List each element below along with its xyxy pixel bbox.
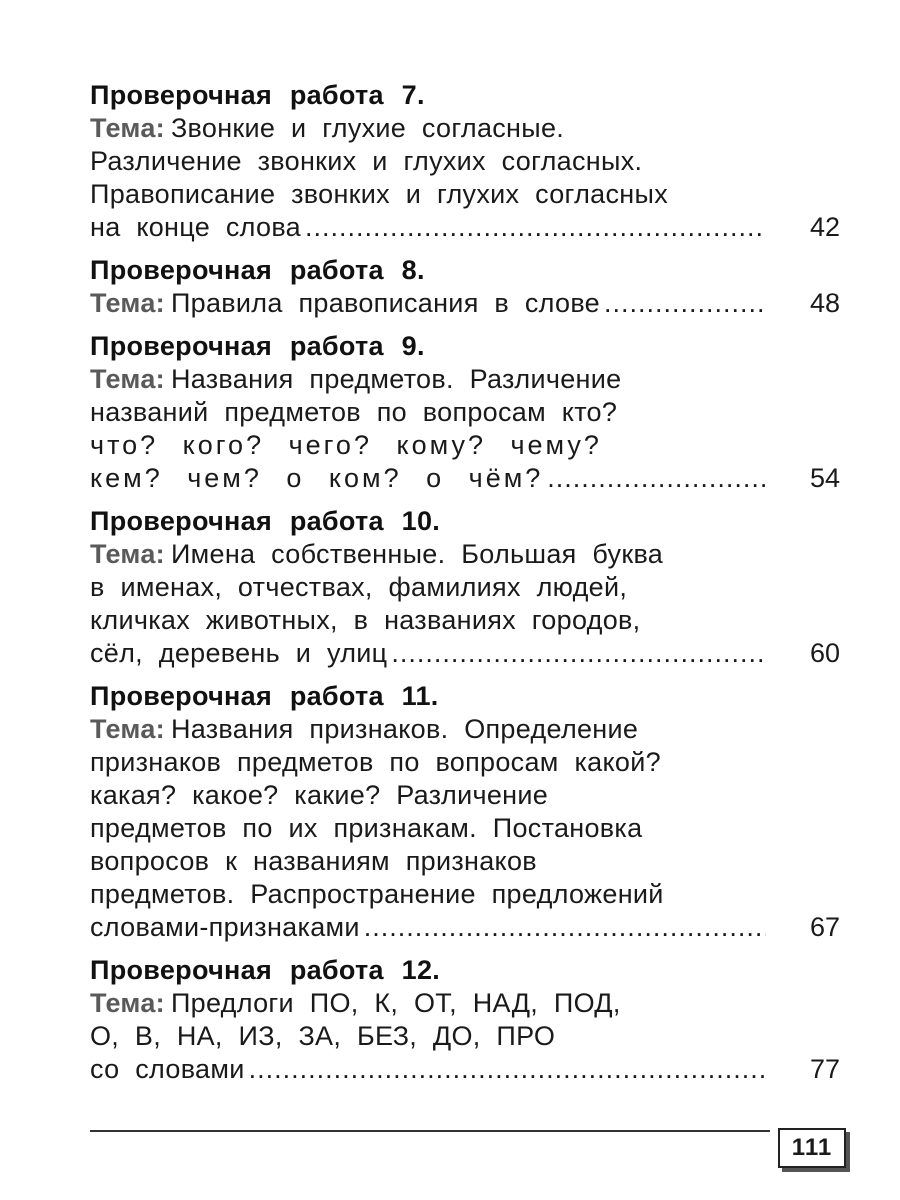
topic-label: Тема: [90,539,165,569]
toc-entry [90,78,850,244]
entry-last-line [90,287,840,320]
page-ref: 67 [809,912,840,942]
entry-line: О, В, НА, ИЗ, ЗА, БЕЗ, ДО, ПРО [90,1021,556,1051]
topic-label: Тема: [90,714,165,744]
entry-text: Имена собственные. Большая буква [170,539,664,569]
entry-line [90,987,850,1020]
entry-line: Различение звонких и глухих согласных. [90,146,643,176]
page-ref: 77 [809,1054,840,1084]
page-ref: 48 [809,288,840,318]
entry-line: в именах, отчествах, фамилиях людей, [90,572,628,602]
entry-text: Названия признаков. Определение [170,714,639,744]
entry-text [90,287,600,320]
entry-last-line [90,1053,840,1086]
entry-line [90,538,850,571]
entry-line [90,363,850,396]
entry-line: какая? какое? какие? Различение [90,780,549,810]
table-of-contents [90,78,850,1095]
entry-text-content: Правила правописания в слове [170,288,600,318]
entry-last-line [90,462,840,495]
topic-label: Тема: [90,288,165,318]
toc-entry [90,253,850,320]
entry-line: кличках животных, в названиях городов, [90,605,641,635]
dot-leader [249,1053,766,1086]
entry-line: названий предметов по вопросам кто? [90,397,618,427]
entry-heading: Проверочная работа 9. [90,331,425,361]
entry-last-line [90,637,840,670]
entry-text: сёл, деревень и улиц [90,638,388,668]
page-ref: 42 [809,212,840,242]
entry-text: словами-признаками [90,912,360,942]
entry-text: на конце слова [90,212,301,242]
entry-text: со словами [90,1054,245,1084]
toc-entry [90,679,850,944]
entry-text: Предлоги ПО, К, ОТ, НАД, ПОД, [170,988,621,1018]
entry-line: Правописание звонких и глухих согласных [90,179,669,209]
topic-label: Тема: [90,364,165,394]
page-ref: 54 [809,463,840,493]
dot-leader [391,637,766,670]
entry-heading: Проверочная работа 11. [90,681,439,711]
entry-heading: Проверочная работа 7. [90,80,425,110]
dot-leader [547,462,766,495]
toc-entry [90,329,850,495]
entry-text: Названия предметов. Различение [170,364,622,394]
entry-line: предметов. Распространение предложений [90,879,664,909]
dot-leader [364,911,766,944]
entry-line [90,112,850,145]
topic-label: Тема: [90,113,165,143]
entry-text: Звонкие и глухие согласные. [170,113,565,143]
entry-line: вопросов к названиям признаков [90,846,537,876]
footer-divider [90,1130,770,1132]
entry-heading: Проверочная работа 8. [90,255,425,285]
entry-line: предметов по их признакам. Постановка [90,813,643,843]
entry-line: что? кого? чего? кому? чему? [90,430,602,460]
toc-entry [90,953,850,1086]
entry-last-line [90,911,840,944]
entry-heading: Проверочная работа 12. [90,955,441,985]
entry-last-line [90,211,840,244]
topic-label: Тема: [90,988,165,1018]
toc-entry [90,504,850,670]
entry-line: признаков предметов по вопросам какой? [90,747,661,777]
dot-leader [604,287,766,320]
entry-text: кем? чем? о ком? о чём? [90,463,544,493]
page-number: 111 [778,1128,846,1168]
page-ref: 60 [809,638,840,668]
dot-leader [305,211,766,244]
entry-heading: Проверочная работа 10. [90,506,441,536]
entry-line [90,713,850,746]
